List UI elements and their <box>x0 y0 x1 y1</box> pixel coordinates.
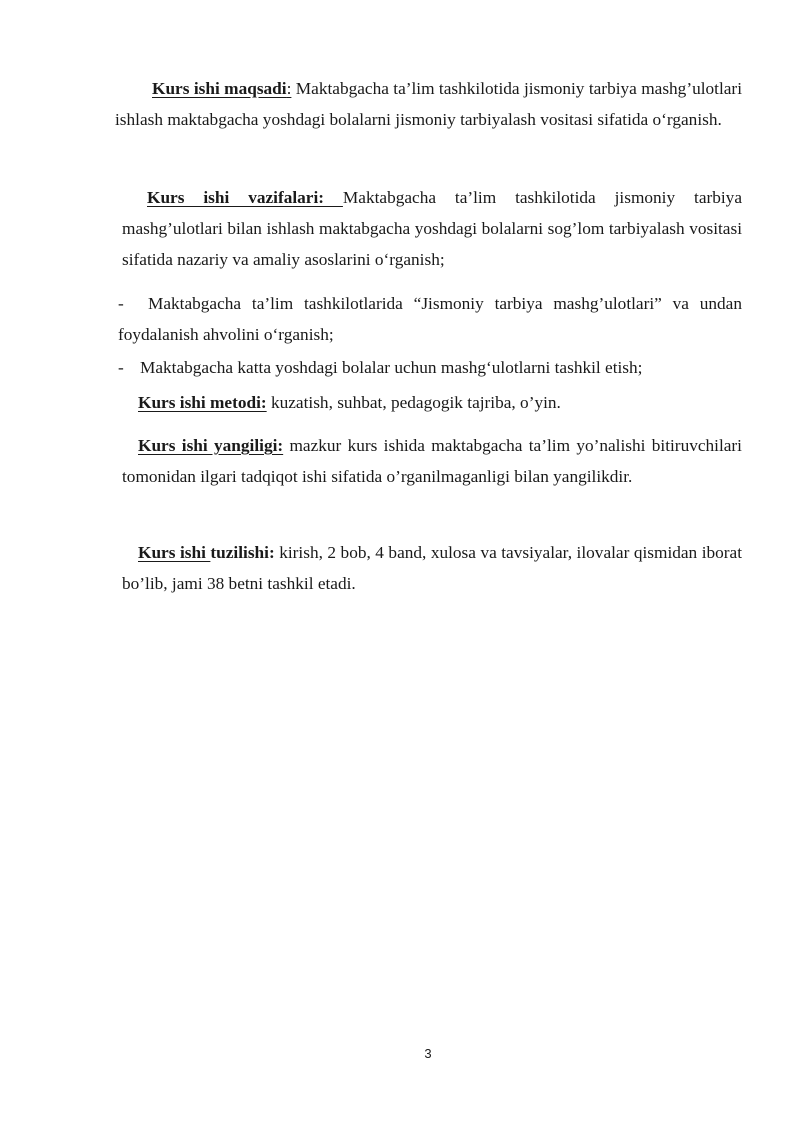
text-tuzilishi: kirish, 2 bob, 4 band, xulosa va tavsiyalar, ilovalar qismidan iborat bo’lib, jami 38 betni tashkil etadi. <box>122 543 743 593</box>
paragraph-maqsad <box>115 73 742 135</box>
text-vazifalari: Maktabgacha ta’lim tashkilotida jismoniy tarbiya mashg’ulotlari bilan ishlash maktabgacha yoshdagi bolalarni sog’lom tarbiyalash vositasi sifatida nazariy va amaliy asoslarini o‘rganish; <box>122 188 742 269</box>
text-maqsad: Maktabgacha ta’lim tashkilotida jismoniy tarbiya mashg’ulotlari ishlash maktabgacha yoshdagi bolalarni jismoniy tarbiyalash vositasi sifatida o‘rganish. <box>115 79 742 129</box>
list-item-1 <box>118 288 742 350</box>
paragraph-yangiligi <box>122 430 742 492</box>
list-item-2 <box>118 352 742 383</box>
term-vazifalari: Kurs ishi vazifalari: <box>147 188 343 207</box>
list-dash-1: - <box>118 294 124 313</box>
term-metodi: Kurs ishi metodi: <box>138 393 267 412</box>
paragraph-vazifalari <box>122 182 742 275</box>
list-item-1-text: Maktabgacha ta’lim tashkilotlarida “Jismoniy tarbiya mashg’ulotlari” va undan foydalanish ahvolini o‘rganish; <box>118 294 742 344</box>
text-metodi: kuzatish, suhbat, pedagogik tajriba, o’yin. <box>266 393 561 412</box>
term-tuzilishi-underlined: Kurs ishi <box>138 543 211 562</box>
term-yangiligi: Kurs ishi yangiligi: <box>138 436 284 455</box>
term-maqsad: Kurs ishi maqsadi <box>152 79 287 98</box>
text-yangiligi: mazkur kurs ishida maktabgacha ta’lim yo’nalishi bitiruvchilari tomonidan ilgari tadqiqot ishi sifatida o’rganilmaganligi bilan yangilikdir. <box>122 436 742 486</box>
paragraph-tuzilishi <box>122 537 742 599</box>
paragraph-metodi <box>138 387 742 418</box>
term-maqsad-colon: : <box>286 79 292 98</box>
term-tuzilishi-rest: tuzilishi: <box>210 543 275 562</box>
list-item-2-text: Maktabgacha katta yoshdagi bolalar uchun mashg‘ulotlarni tashkil etish; <box>140 358 643 377</box>
list-dash-2: - <box>118 358 124 377</box>
page-number: 3 <box>424 1046 432 1061</box>
